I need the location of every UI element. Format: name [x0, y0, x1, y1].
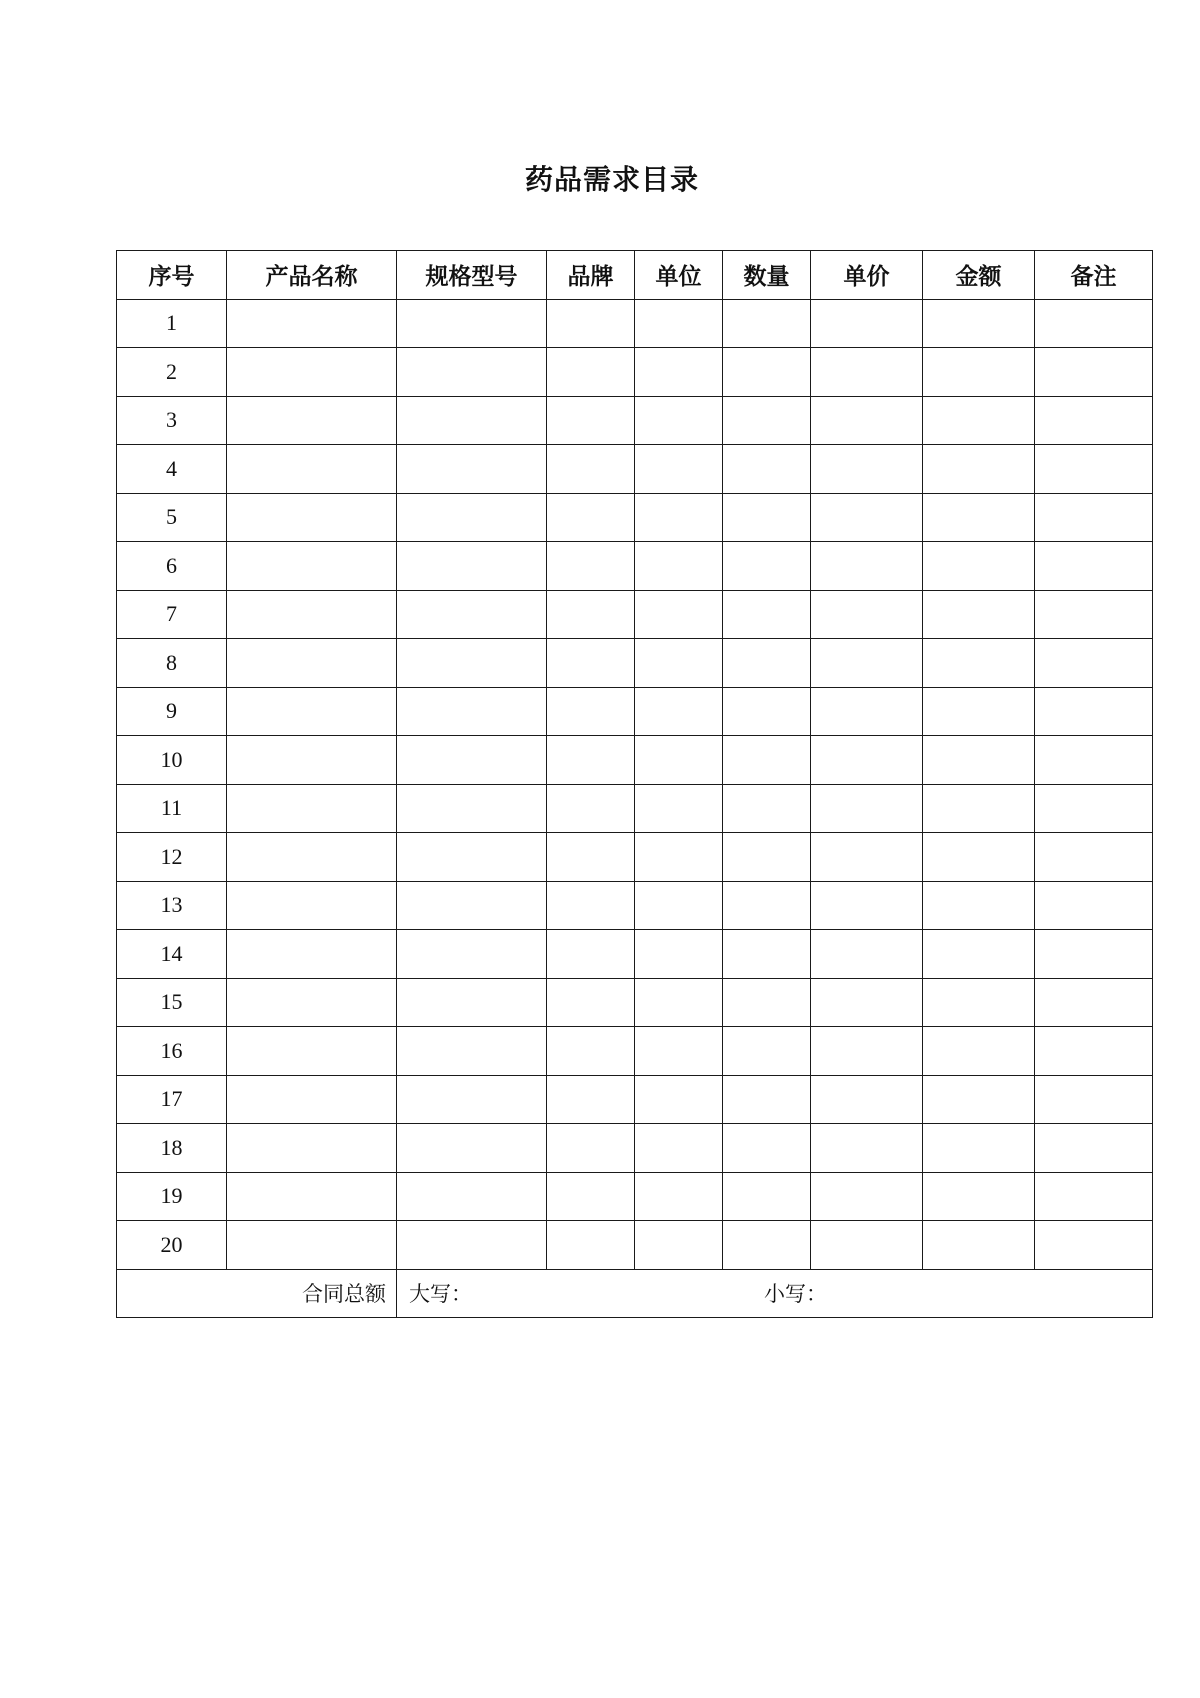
unit-cell[interactable] [635, 1027, 723, 1076]
amount-cell[interactable] [923, 687, 1035, 736]
quantity-cell[interactable] [723, 590, 811, 639]
product-name-cell[interactable] [227, 978, 397, 1027]
unit-price-cell[interactable] [811, 542, 923, 591]
header-remarks: 备注 [1035, 251, 1153, 300]
quantity-cell[interactable] [723, 1124, 811, 1173]
amount-cell[interactable] [923, 1075, 1035, 1124]
row-seq-number: 14 [117, 930, 227, 979]
table-row [117, 1221, 1153, 1270]
product-name-cell[interactable] [227, 590, 397, 639]
remarks-cell[interactable] [1035, 445, 1153, 494]
header-quantity: 数量 [723, 251, 811, 300]
quantity-cell[interactable] [723, 1172, 811, 1221]
table-row [117, 736, 1153, 785]
product-name-cell[interactable] [227, 784, 397, 833]
quantity-cell[interactable] [723, 542, 811, 591]
unit-cell[interactable] [635, 1124, 723, 1173]
unit-cell[interactable] [635, 348, 723, 397]
spec-model-cell[interactable] [397, 881, 547, 930]
table-row [117, 687, 1153, 736]
demand-table [116, 250, 1153, 1318]
amount-cell[interactable] [923, 493, 1035, 542]
unit-price-cell[interactable] [811, 687, 923, 736]
remarks-cell[interactable] [1035, 348, 1153, 397]
row-seq-number: 20 [117, 1221, 227, 1270]
table-row [117, 590, 1153, 639]
unit-price-cell[interactable] [811, 1172, 923, 1221]
row-seq-number: 5 [117, 493, 227, 542]
remarks-cell[interactable] [1035, 542, 1153, 591]
remarks-cell[interactable] [1035, 493, 1153, 542]
unit-cell[interactable] [635, 445, 723, 494]
table-row [117, 1172, 1153, 1221]
row-seq-number: 12 [117, 833, 227, 882]
unit-cell[interactable] [635, 930, 723, 979]
lowercase-amount-label: 小写： [764, 1282, 827, 1307]
quantity-cell[interactable] [723, 396, 811, 445]
table-row [117, 396, 1153, 445]
quantity-cell[interactable] [723, 639, 811, 688]
page-title: 药品需求目录 [524, 163, 699, 196]
unit-price-cell[interactable] [811, 348, 923, 397]
brand-cell[interactable] [547, 590, 635, 639]
unit-price-cell[interactable] [811, 1075, 923, 1124]
quantity-cell[interactable] [723, 445, 811, 494]
table-row [117, 348, 1153, 397]
remarks-cell[interactable] [1035, 881, 1153, 930]
row-seq-number: 7 [117, 590, 227, 639]
remarks-cell[interactable] [1035, 687, 1153, 736]
table-body [117, 299, 1153, 1269]
spec-model-cell[interactable] [397, 1124, 547, 1173]
spec-model-cell[interactable] [397, 784, 547, 833]
amount-cell[interactable] [923, 978, 1035, 1027]
amount-cell[interactable] [923, 1172, 1035, 1221]
amount-cell[interactable] [923, 639, 1035, 688]
brand-cell[interactable] [547, 299, 635, 348]
amount-cell[interactable] [923, 348, 1035, 397]
unit-cell[interactable] [635, 639, 723, 688]
unit-cell[interactable] [635, 542, 723, 591]
product-name-cell[interactable] [227, 299, 397, 348]
unit-cell[interactable] [635, 833, 723, 882]
remarks-cell[interactable] [1035, 299, 1153, 348]
unit-price-cell[interactable] [811, 1124, 923, 1173]
contract-total-label: 合同总额 [117, 1269, 397, 1318]
table-row [117, 784, 1153, 833]
brand-cell[interactable] [547, 687, 635, 736]
quantity-cell[interactable] [723, 736, 811, 785]
amount-cell[interactable] [923, 542, 1035, 591]
amount-cell[interactable] [923, 881, 1035, 930]
spec-model-cell[interactable] [397, 687, 547, 736]
spec-model-cell[interactable] [397, 639, 547, 688]
spec-model-cell[interactable] [397, 833, 547, 882]
remarks-cell[interactable] [1035, 1027, 1153, 1076]
row-seq-number: 8 [117, 639, 227, 688]
unit-price-cell[interactable] [811, 784, 923, 833]
quantity-cell[interactable] [723, 348, 811, 397]
brand-cell[interactable] [547, 1075, 635, 1124]
unit-cell[interactable] [635, 978, 723, 1027]
unit-cell[interactable] [635, 493, 723, 542]
remarks-cell[interactable] [1035, 1172, 1153, 1221]
brand-cell[interactable] [547, 784, 635, 833]
unit-price-cell[interactable] [811, 493, 923, 542]
spec-model-cell[interactable] [397, 736, 547, 785]
brand-cell[interactable] [547, 396, 635, 445]
table-row [117, 1124, 1153, 1173]
quantity-cell[interactable] [723, 881, 811, 930]
amount-cell[interactable] [923, 1027, 1035, 1076]
amount-cell[interactable] [923, 299, 1035, 348]
total-row [117, 1269, 1153, 1318]
spec-model-cell[interactable] [397, 396, 547, 445]
header-product-name: 产品名称 [227, 251, 397, 300]
unit-cell[interactable] [635, 784, 723, 833]
brand-cell[interactable] [547, 930, 635, 979]
product-name-cell[interactable] [227, 833, 397, 882]
row-seq-number: 6 [117, 542, 227, 591]
unit-cell[interactable] [635, 590, 723, 639]
amount-cell[interactable] [923, 736, 1035, 785]
spec-model-cell[interactable] [397, 1172, 547, 1221]
table-row [117, 542, 1153, 591]
brand-cell[interactable] [547, 639, 635, 688]
unit-cell[interactable] [635, 1075, 723, 1124]
spec-model-cell[interactable] [397, 542, 547, 591]
remarks-cell[interactable] [1035, 930, 1153, 979]
brand-cell[interactable] [547, 1221, 635, 1270]
quantity-cell[interactable] [723, 833, 811, 882]
remarks-cell[interactable] [1035, 639, 1153, 688]
amount-cell[interactable] [923, 1124, 1035, 1173]
unit-price-cell[interactable] [811, 639, 923, 688]
unit-price-cell[interactable] [811, 396, 923, 445]
product-name-cell[interactable] [227, 542, 397, 591]
unit-price-cell[interactable] [811, 978, 923, 1027]
spec-model-cell[interactable] [397, 590, 547, 639]
amount-cell[interactable] [923, 590, 1035, 639]
unit-cell[interactable] [635, 1221, 723, 1270]
product-name-cell[interactable] [227, 348, 397, 397]
remarks-cell[interactable] [1035, 396, 1153, 445]
unit-price-cell[interactable] [811, 833, 923, 882]
remarks-cell[interactable] [1035, 784, 1153, 833]
brand-cell[interactable] [547, 542, 635, 591]
table-row [117, 881, 1153, 930]
product-name-cell[interactable] [227, 930, 397, 979]
remarks-cell[interactable] [1035, 1075, 1153, 1124]
brand-cell[interactable] [547, 348, 635, 397]
spec-model-cell[interactable] [397, 930, 547, 979]
quantity-cell[interactable] [723, 1221, 811, 1270]
row-seq-number: 16 [117, 1027, 227, 1076]
unit-cell[interactable] [635, 881, 723, 930]
quantity-cell[interactable] [723, 687, 811, 736]
remarks-cell[interactable] [1035, 736, 1153, 785]
spec-model-cell[interactable] [397, 348, 547, 397]
unit-price-cell[interactable] [811, 881, 923, 930]
row-seq-number: 10 [117, 736, 227, 785]
spec-model-cell[interactable] [397, 1221, 547, 1270]
product-name-cell[interactable] [227, 1027, 397, 1076]
brand-cell[interactable] [547, 881, 635, 930]
unit-price-cell[interactable] [811, 590, 923, 639]
table-row [117, 1075, 1153, 1124]
unit-price-cell[interactable] [811, 445, 923, 494]
header-row [117, 251, 1153, 300]
spec-model-cell[interactable] [397, 1075, 547, 1124]
unit-cell[interactable] [635, 687, 723, 736]
table-row [117, 833, 1153, 882]
remarks-cell[interactable] [1035, 1124, 1153, 1173]
amount-cell[interactable] [923, 930, 1035, 979]
spec-model-cell[interactable] [397, 445, 547, 494]
table-row [117, 299, 1153, 348]
unit-price-cell[interactable] [811, 1221, 923, 1270]
product-name-cell[interactable] [227, 881, 397, 930]
row-seq-number: 19 [117, 1172, 227, 1221]
table-row [117, 639, 1153, 688]
table-row [117, 930, 1153, 979]
table-row [117, 978, 1153, 1027]
row-seq-number: 3 [117, 396, 227, 445]
row-seq-number: 2 [117, 348, 227, 397]
unit-cell[interactable] [635, 1172, 723, 1221]
product-name-cell[interactable] [227, 1221, 397, 1270]
amount-cell[interactable] [923, 445, 1035, 494]
remarks-cell[interactable] [1035, 590, 1153, 639]
amount-cell[interactable] [923, 833, 1035, 882]
brand-cell[interactable] [547, 493, 635, 542]
product-name-cell[interactable] [227, 1172, 397, 1221]
quantity-cell[interactable] [723, 493, 811, 542]
header-unit-price: 单价 [811, 251, 923, 300]
row-seq-number: 4 [117, 445, 227, 494]
row-seq-number: 1 [117, 299, 227, 348]
remarks-cell[interactable] [1035, 1221, 1153, 1270]
contract-total-fields[interactable] [397, 1269, 1153, 1318]
amount-cell[interactable] [923, 1221, 1035, 1270]
unit-cell[interactable] [635, 396, 723, 445]
product-name-cell[interactable] [227, 1075, 397, 1124]
product-name-cell[interactable] [227, 1124, 397, 1173]
amount-cell[interactable] [923, 784, 1035, 833]
product-name-cell[interactable] [227, 396, 397, 445]
unit-price-cell[interactable] [811, 930, 923, 979]
unit-cell[interactable] [635, 736, 723, 785]
row-seq-number: 13 [117, 881, 227, 930]
unit-price-cell[interactable] [811, 1027, 923, 1076]
spec-model-cell[interactable] [397, 1027, 547, 1076]
remarks-cell[interactable] [1035, 978, 1153, 1027]
quantity-cell[interactable] [723, 978, 811, 1027]
spec-model-cell[interactable] [397, 493, 547, 542]
spec-model-cell[interactable] [397, 299, 547, 348]
header-unit: 单位 [635, 251, 723, 300]
row-seq-number: 11 [117, 784, 227, 833]
table-row [117, 445, 1153, 494]
brand-cell[interactable] [547, 1172, 635, 1221]
unit-cell[interactable] [635, 299, 723, 348]
brand-cell[interactable] [547, 736, 635, 785]
brand-cell[interactable] [547, 1124, 635, 1173]
uppercase-amount-label: 大写： [409, 1282, 472, 1307]
product-name-cell[interactable] [227, 493, 397, 542]
table-row [117, 1027, 1153, 1076]
quantity-cell[interactable] [723, 930, 811, 979]
spec-model-cell[interactable] [397, 978, 547, 1027]
unit-price-cell[interactable] [811, 736, 923, 785]
remarks-cell[interactable] [1035, 833, 1153, 882]
product-name-cell[interactable] [227, 736, 397, 785]
quantity-cell[interactable] [723, 1075, 811, 1124]
brand-cell[interactable] [547, 445, 635, 494]
header-spec-model: 规格型号 [397, 251, 547, 300]
row-seq-number: 15 [117, 978, 227, 1027]
quantity-cell[interactable] [723, 299, 811, 348]
row-seq-number: 18 [117, 1124, 227, 1173]
row-seq-number: 9 [117, 687, 227, 736]
product-name-cell[interactable] [227, 445, 397, 494]
product-name-cell[interactable] [227, 687, 397, 736]
table-row [117, 493, 1153, 542]
header-brand: 品牌 [547, 251, 635, 300]
brand-cell[interactable] [547, 978, 635, 1027]
unit-price-cell[interactable] [811, 299, 923, 348]
quantity-cell[interactable] [723, 784, 811, 833]
brand-cell[interactable] [547, 1027, 635, 1076]
product-name-cell[interactable] [227, 639, 397, 688]
header-amount: 金额 [923, 251, 1035, 300]
amount-cell[interactable] [923, 396, 1035, 445]
brand-cell[interactable] [547, 833, 635, 882]
row-seq-number: 17 [117, 1075, 227, 1124]
quantity-cell[interactable] [723, 1027, 811, 1076]
header-seq: 序号 [117, 251, 227, 300]
